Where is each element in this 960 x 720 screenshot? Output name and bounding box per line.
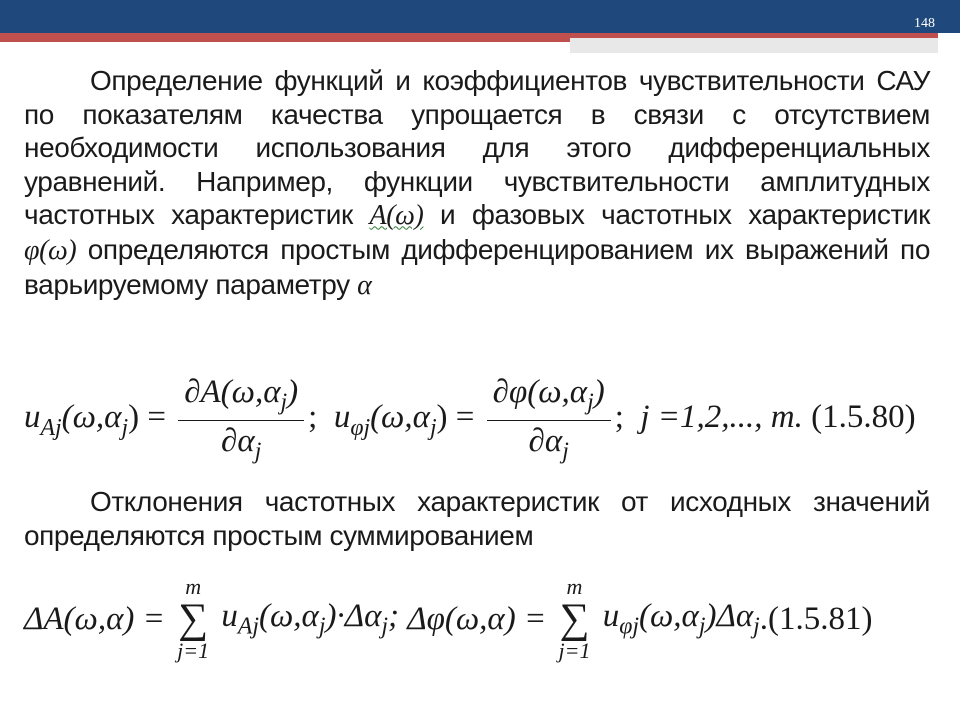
equation-number: .(1.5.81) <box>759 600 873 637</box>
amplitude-response-symbol: A(ω) <box>369 200 424 232</box>
formula-1-5-80: $u_{Aj}(\omega,\alpha_j)$ = $\frac{\partial A(\omega,\alpha_j)}{\partial\alpha_j}$ ; $u_{\varphi j}(\omega,\alpha_j)$ = $\frac{\partial\varphi(\omega,\alpha_j)}{\partial\alpha_j}$ ; j =1,2,..., m. (1.5.80) <box>24 374 916 465</box>
phase-response-symbol: φ(ω) <box>24 234 77 266</box>
intro-paragraph: Определение функций и коэффициентов чувствительности САУ по показателям качества упрощается в связи с отсутствием необходимости использования для этого дифференциальных уравнений. Например, функции чувствительности амплитудных частотных характеристик A(ω) и фазовых частотных характеристик φ(ω) определяются простым дифференцированием их выражений по варьируемому параметру α <box>24 65 930 301</box>
fraction-amplitude: $\frac{\partial A(\omega,\alpha_j)}{\partial\alpha_j}$ <box>178 374 304 465</box>
formula-1-5-81: ΔA(ω,α) = m ∑ j=1 $u_{Aj}(\omega,\alpha_j)\cdot\Delta\alpha_j$; Δφ(ω,α) = m ∑ j=1 $u_{\varphi j}(\omega,\alpha_j)\Delta\alpha_j.(1.5.81)$ <box>24 574 873 663</box>
header-subtle-bar <box>570 38 938 53</box>
deviation-paragraph: Отклонения частотных характеристик от исходных значений определяются простым суммированием <box>24 486 930 551</box>
parameter-symbol: α <box>357 269 372 301</box>
header-bar <box>0 0 960 33</box>
sum-operator: m ∑ j=1 <box>177 574 210 663</box>
sum-operator: m ∑ j=1 <box>558 574 591 663</box>
equation-number: (1.5.80) <box>811 399 916 436</box>
index-range: j =1,2,..., m. <box>640 399 803 436</box>
fraction-phase: $\frac{\partial\varphi(\omega,\alpha_j)}{\partial\alpha_j}$ <box>487 374 611 465</box>
page-number: 148 <box>914 16 935 31</box>
